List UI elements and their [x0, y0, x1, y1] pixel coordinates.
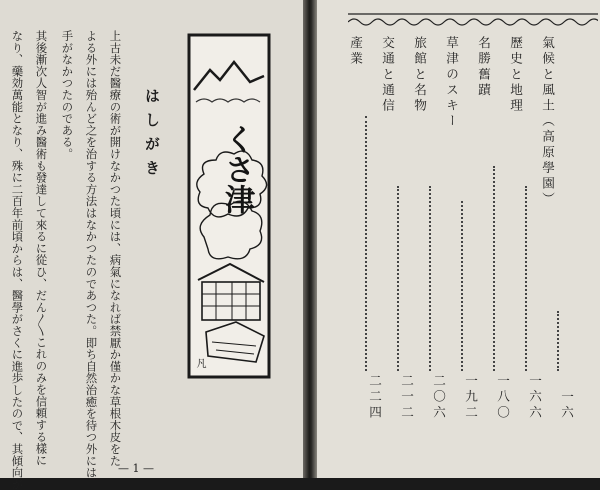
toc-dot-leader [557, 311, 559, 371]
page-number: — 1 — [118, 462, 154, 475]
toc-item-page: 一八〇 [495, 374, 510, 421]
paragraph-line: 上古未だ醫療の術が開けなかつた頃には、病氣になれば禁厭か僅かな草根木皮をた [108, 30, 123, 467]
toc-item-page: 二一二 [399, 374, 414, 421]
toc-item-title: 草津のスキー [444, 36, 459, 130]
book-gutter [303, 0, 317, 478]
paragraph-line: 其後漸次人智が進み醫術も發達して來るに從ひ、だん〳〵これのみを信頼する樣に [34, 30, 49, 467]
toc-item-title: 產業 [348, 36, 363, 68]
toc-item-title: 旅館と名物 [412, 36, 427, 114]
page-heading: はしがき [143, 88, 161, 184]
toc-item-page: 一九二 [463, 374, 478, 421]
toc-dot-leader [429, 186, 431, 371]
toc-dot-leader [365, 116, 367, 371]
toc-item-page: 二二四 [367, 374, 382, 421]
toc-dot-leader [397, 186, 399, 371]
toc-item-title: 交通と通信 [380, 36, 395, 114]
paragraph-line: よる外には殆んど之を治する方法はなかつたのであつた。即ち自然治癒を待つ外には [84, 30, 99, 479]
toc-item-page: 一六六 [527, 374, 542, 421]
toc-item-page: 二〇六 [431, 374, 446, 421]
artist-signature: 凡 [194, 358, 205, 368]
toc-item-title: 名勝舊蹟 [476, 36, 491, 99]
panel-title: くさ津 [219, 124, 254, 214]
toc-item-title: 歷史と地理 [508, 36, 523, 114]
toc-dot-leader [525, 186, 527, 371]
illustration-panel [186, 32, 272, 380]
decorative-rule [348, 10, 598, 28]
toc-item-title: 氣候と風土（高原學園） [540, 36, 555, 208]
toc-item-page: 一六 [559, 389, 574, 421]
toc-dot-leader [493, 166, 495, 371]
right-page [317, 0, 600, 478]
paragraph-line: なり、藥効萬能となり、殊に二百年前頃からは、醫學がさくに進歩したので、其傾向が [10, 30, 25, 490]
toc-dot-leader [461, 201, 463, 371]
paragraph-line: 手がなかつたのである。 [60, 30, 75, 160]
